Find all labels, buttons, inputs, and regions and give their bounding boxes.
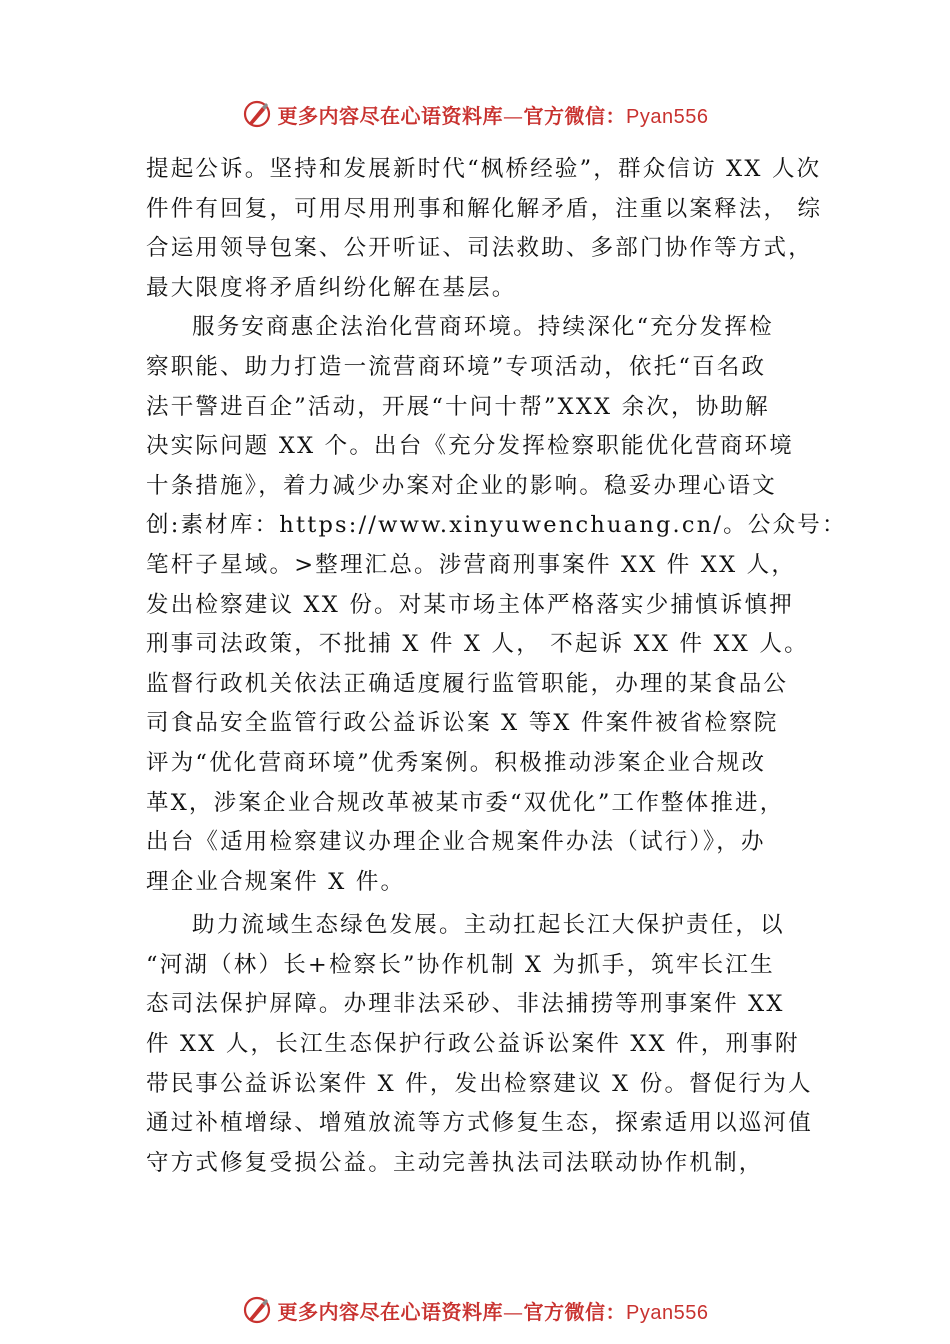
header-wechat-handle: Pyan556 [626,105,709,128]
footer-brand: 更多内容尽在心语资料库 [277,1299,504,1324]
body-line: “河湖（林）长+检察长”协作机制 X 为抓手，筑牢长江生 [146,951,775,978]
body-line: 评为“优化营商环境”优秀案例。积极推动涉案企业合规改 [146,749,767,776]
body-line: 决实际问题 XX 个。出台《充分发挥检察职能优化营商环境 [146,433,794,460]
body-line: 守方式修复受损公益。主动完善执法司法联动协作机制， [146,1149,764,1176]
pen-logo-icon [242,99,272,129]
body-line: 件件有回复，可用尽用刑事和解化解矛盾，注重以案释法， 综 [146,195,823,222]
body-line: 最大限度将矛盾纠纷化解在基层。 [146,274,517,301]
footer-banner [0,1290,950,1330]
body-line: 法干警进百企”活动，开展“十问十帮”XXX 余次，协助解 [146,393,770,420]
body-line: 十条措施》，着力减少办案对企业的影响。稳妥办理心语文 [146,472,777,499]
header-banner-text [278,100,709,129]
body-line: 笔杆子星域。>整理汇总。涉营商刑事案件 XX 件 XX 人， [146,551,797,578]
body-line: 态司法保护屏障。办理非法采砂、非法捕捞等刑事案件 XX [146,991,785,1018]
body-line: 刑事司法政策，不批捕 X 件 X 人， 不起诉 XX 件 XX 人。 [146,631,809,658]
header-brand: 更多内容尽在心语资料库 [277,103,504,128]
footer-wechat-label: 官方微信： [523,1299,627,1324]
body-line: 通过补植增绿、增殖放流等方式修复生态，探索适用以巡河值 [146,1110,813,1137]
body-line: 监督行政机关依法正确适度履行监管职能，办理的某食品公 [146,670,789,697]
footer-dash: — [503,1299,524,1324]
body-line: 提起公诉。坚持和发展新时代“枫桥经验”，群众信访 XX 人次 [146,156,822,182]
body-line: 合运用领导包案、公开听证、司法救助、多部门协作等方式， [146,235,813,262]
header-dash: — [503,103,524,128]
footer-banner-text [278,1296,709,1325]
header-banner [0,94,950,134]
body-line: 件 XX 人，长江生态保护行政公益诉讼案件 XX 件，刑事附 [146,1031,800,1058]
body-line: 理企业合规案件 X 件。 [146,868,406,895]
document-body [146,150,847,1183]
body-line: 创:素材库：https://www.xinyuwenchuang.cn/。公众号： [146,512,847,539]
footer-wechat-handle: Pyan556 [626,1301,709,1324]
body-line: 察职能、助力打造一流营商环境”专项活动，依托“百名政 [146,353,767,380]
body-line: 司食品安全监管行政公益诉讼案 X 等X 件案件被省检察院 [146,710,779,737]
body-line: 出台《适用检察建议办理企业合规案件办法（试行）》，办 [146,829,766,856]
body-line: 带民事公益诉讼案件 X 件，发出检察建议 X 份。督促行为人 [146,1070,813,1097]
paragraph-start: 助力流域生态绿色发展。主动扛起长江大保护责任，以 [192,912,785,939]
paragraph-start: 服务安商惠企法治化营商环境。持续深化“充分发挥检 [192,314,774,341]
body-line: 革X，涉案企业合规改革被某市委“双优化”工作整体推进， [146,789,785,816]
header-wechat-label: 官方微信： [523,103,627,128]
body-line: 发出检察建议 XX 份。对某市场主体严格落实少捕慎诉慎押 [146,591,794,618]
pen-logo-icon [242,1295,272,1325]
